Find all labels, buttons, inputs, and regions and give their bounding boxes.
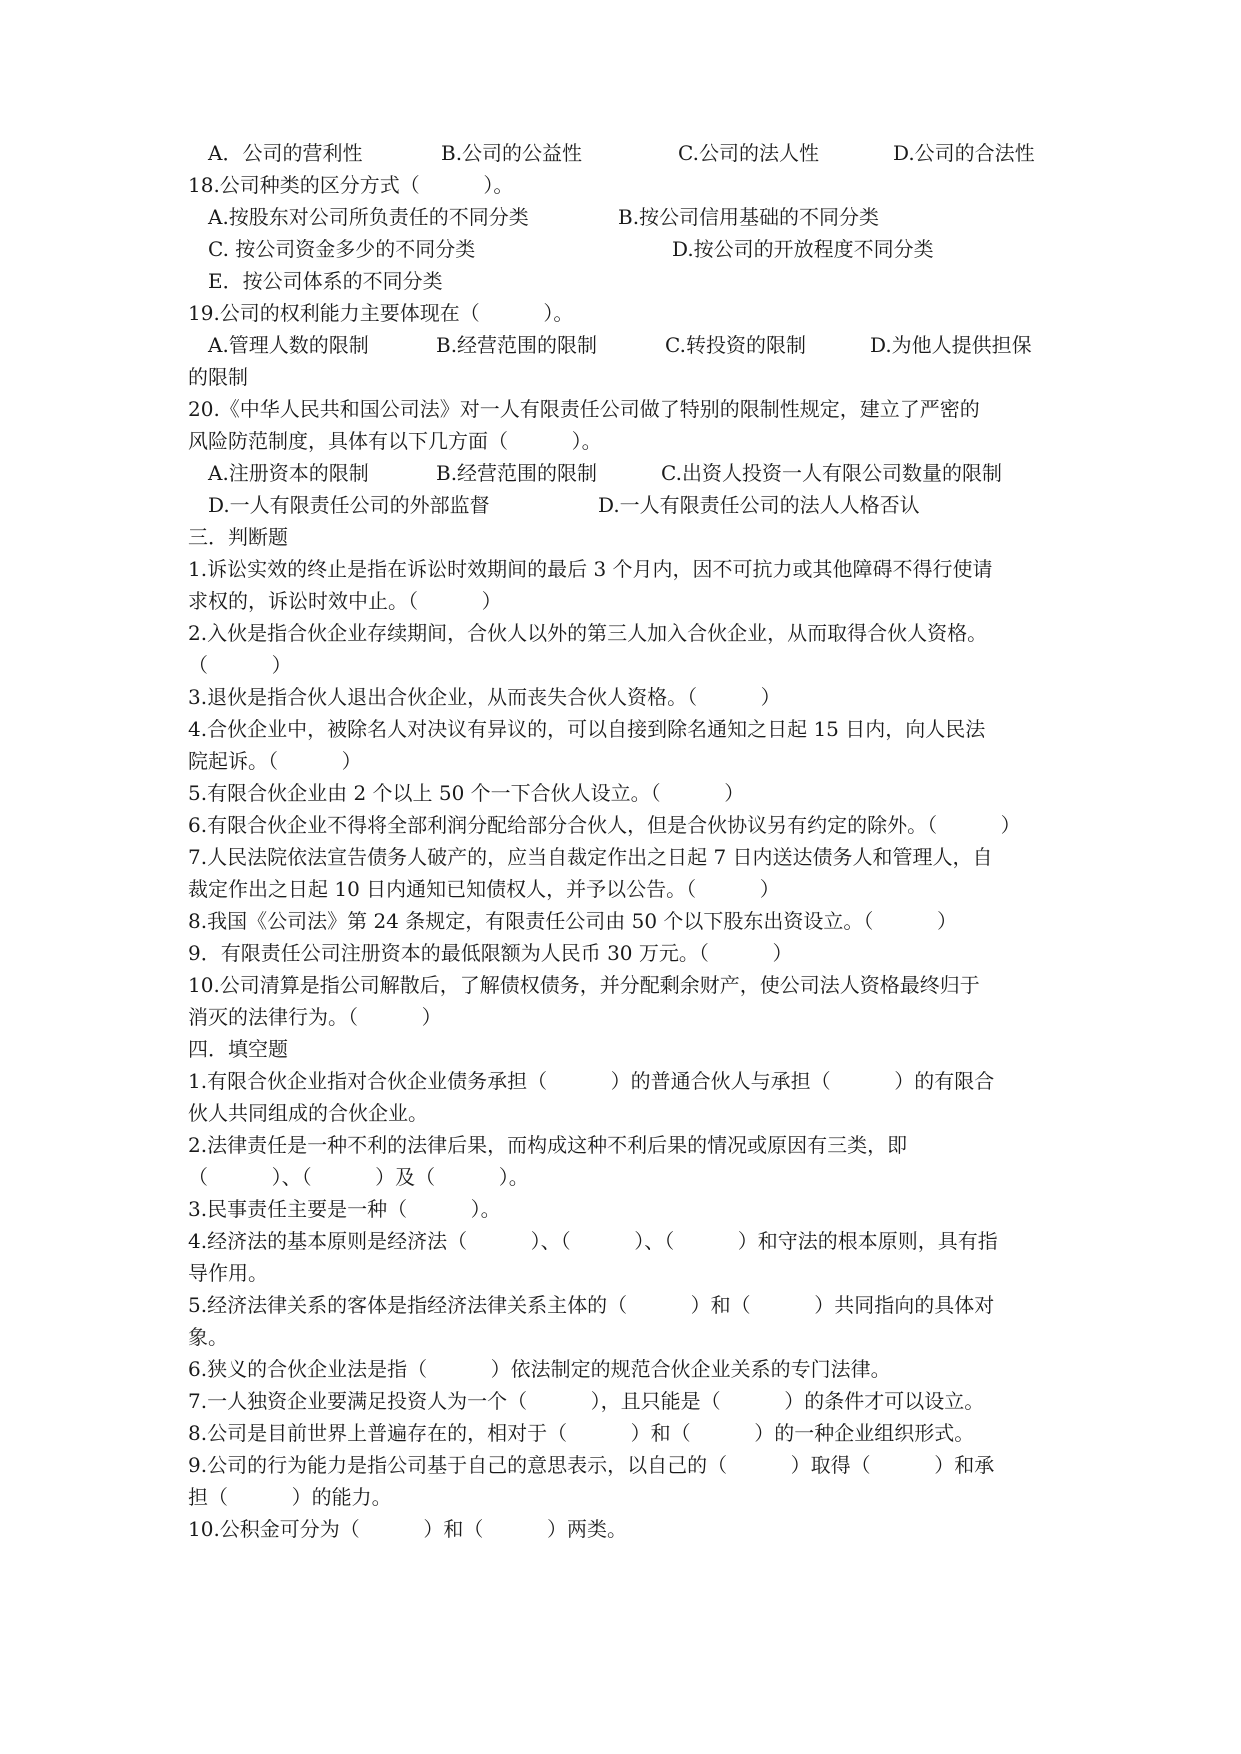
text-line: 6.狭义的合伙企业法是指（ ）依法制定的规范合伙企业关系的专门法律。	[188, 1357, 891, 1381]
text-line: A.按股东对公司所负责任的不同分类	[208, 205, 529, 229]
text-line: 院起诉。（ ）	[188, 749, 362, 773]
text-line: 担（ ）的能力。	[188, 1485, 392, 1509]
text-line: 四．填空题	[188, 1037, 288, 1061]
text-line: 20.《中华人民共和国公司法》对一人有限责任公司做了特别的限制性规定，建立了严密的	[188, 397, 980, 421]
text-line: C. 按公司资金多少的不同分类	[208, 237, 476, 261]
text-line: D.一人有限责任公司的外部监督	[208, 493, 490, 517]
text-line: D.为他人提供担保	[870, 333, 1032, 357]
text-line: 9．有限责任公司注册资本的最低限额为人民币 30 万元。（ ）	[188, 941, 793, 965]
text-line: C.转投资的限制	[665, 333, 806, 357]
text-line: 6.有限合伙企业不得将全部利润分配给部分合伙人，但是合伙协议另有约定的除外。（ ）	[188, 813, 1021, 837]
text-line: 10.公积金可分为（ ）和（ ）两类。	[188, 1517, 627, 1541]
text-line: A.注册资本的限制	[208, 461, 369, 485]
text-line: 导作用。	[188, 1261, 268, 1285]
text-line: 2.法律责任是一种不利的法律后果，而构成这种不利后果的情况或原因有三类，即	[188, 1133, 908, 1157]
text-line: D.按公司的开放程度不同分类	[672, 237, 934, 261]
text-line: 2.入伙是指合伙企业存续期间，合伙人以外的第三人加入合伙企业，从而取得合伙人资格。	[188, 621, 988, 645]
text-line: D.一人有限责任公司的法人人格否认	[598, 493, 920, 517]
text-line: 3.退伙是指合伙人退出合伙企业，从而丧失合伙人资格。（ ）	[188, 685, 781, 709]
text-line: 5.有限合伙企业由 2 个以上 50 个一下合伙人设立。（ ）	[188, 781, 745, 805]
text-line: 1.有限合伙企业指对合伙企业债务承担（ ）的普通合伙人与承担（ ）的有限合	[188, 1069, 995, 1093]
text-line: 1.诉讼实效的终止是指在诉讼时效期间的最后 3 个月内，因不可抗力或其他障碍不得行使请	[188, 557, 993, 581]
text-line: 象。	[188, 1325, 228, 1349]
text-line: 4.合伙企业中，被除名人对决议有异议的，可以自接到除名通知之日起 15 日内，向人民法	[188, 717, 986, 741]
text-line: B.经营范围的限制	[436, 461, 598, 485]
text-line: 8.我国《公司法》第 24 条规定，有限责任公司由 50 个以下股东出资设立。（ ）	[188, 909, 957, 933]
text-line: B.按公司信用基础的不同分类	[618, 205, 880, 229]
text-line: 求权的，诉讼时效中止。（ ）	[188, 589, 502, 613]
text-line: 9.公司的行为能力是指公司基于自己的意思表示，以自己的（ ）取得（ ）和承	[188, 1453, 995, 1477]
text-line: （ ）	[188, 653, 292, 677]
text-line: D.公司的合法性	[893, 141, 1035, 165]
text-line: 伙人共同组成的合伙企业。	[188, 1101, 428, 1125]
text-line: 的限制	[188, 365, 248, 389]
text-line: 7.人民法院依法宣告债务人破产的，应当自裁定作出之日起 7 日内送达债务人和管理人，自	[188, 845, 993, 869]
text-line: 裁定作出之日起 10 日内通知已知债权人，并予以公告。（ ）	[188, 877, 780, 901]
text-line: 19.公司的权利能力主要体现在（ ）。	[188, 301, 574, 325]
text-line: 3.民事责任主要是一种（ ）。	[188, 1197, 501, 1221]
text-line: E．按公司体系的不同分类	[208, 269, 443, 293]
text-line: 7.一人独资企业要满足投资人为一个（ ），且只能是（ ）的条件才可以设立。	[188, 1389, 985, 1413]
text-line: A．公司的营利性	[208, 141, 363, 165]
text-line: C.公司的法人性	[678, 141, 819, 165]
text-line: 10.公司清算是指公司解散后，了解债权债务，并分配剩余财产，使公司法人资格最终归于	[188, 973, 980, 997]
text-line: B.经营范围的限制	[436, 333, 598, 357]
text-line: B.公司的公益性	[441, 141, 583, 165]
text-line: 5.经济法律关系的客体是指经济法律关系主体的（ ）和（ ）共同指向的具体对	[188, 1293, 995, 1317]
text-line: 三．判断题	[188, 525, 288, 549]
text-line: 风险防范制度，具体有以下几方面（ ）。	[188, 429, 602, 453]
text-line: C.出资人投资一人有限公司数量的限制	[661, 461, 1002, 485]
text-line: 4.经济法的基本原则是经济法（ ）、（ ）、（ ）和守法的根本原则，具有指	[188, 1229, 998, 1253]
text-line: （ ）、（ ）及（ ）。	[188, 1165, 529, 1189]
text-line: 8.公司是目前世界上普遍存在的，相对于（ ）和（ ）的一种企业组织形式。	[188, 1421, 975, 1445]
text-line: 18.公司种类的区分方式（ ）。	[188, 173, 514, 197]
text-line: 消灭的法律行为。（ ）	[188, 1005, 442, 1029]
text-line: A.管理人数的限制	[208, 333, 369, 357]
